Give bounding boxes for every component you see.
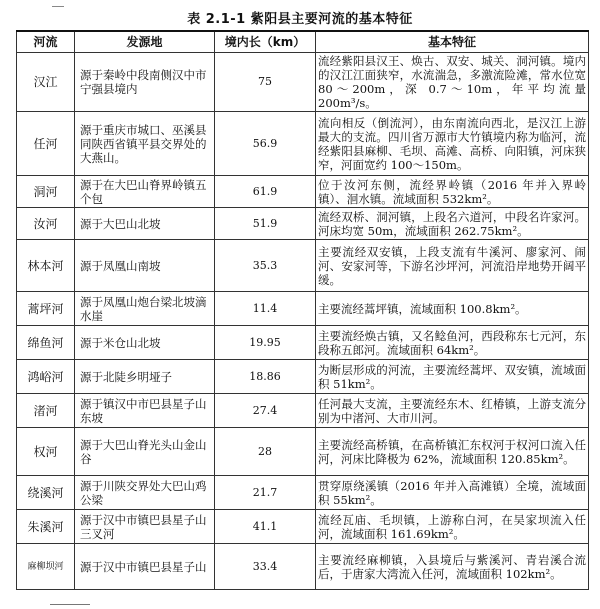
source-cell: 源于在大巴山脊界岭镇五个包 [75,176,215,208]
length-cell: 33.4 [215,544,316,590]
length-cell: 27.4 [215,394,316,428]
source-cell: 源于川陕交界处大巴山鸡公梁 [75,476,215,510]
table-row [17,394,589,428]
river-name-cell: 渚河 [17,394,75,428]
source-cell: 源于北陡乡明垭子 [75,360,215,394]
length-cell: 21.7 [215,476,316,510]
length-cell: 56.9 [215,112,316,176]
source-cell: 源于重庆市城口、巫溪县同陕西省镇平县交界处的大燕山。 [75,112,215,176]
length-cell: 19.95 [215,326,316,360]
feature-cell: 流经双桥、洞河镇，上段名六道河，中段名许家河。河床均宽 50m，流域面积 262.75km²。 [316,208,589,240]
source-cell: 源于汉中市镇巴县星子山三叉河 [75,510,215,544]
source-cell: 源于镇汉中市巴县星子山东坡 [75,394,215,428]
feature-cell: 为断层形成的河流，主要流经蒿坪、双安镇，流域面积 51km²。 [316,360,589,394]
river-name-cell: 蒿坪河 [17,292,75,326]
table-row [17,510,589,544]
table-row [17,240,589,292]
source-cell: 源于汉中市镇巴县星子山 [75,544,215,590]
top-edge-mark [52,0,64,7]
feature-cell: 流向相反（倒流河），由东南流向西北，是汉江上游最大的支流。四川省万源市大竹镇境内称为临河，流经紫阳县麻柳、毛坝、高滩、高桥、向阳镇，河床狭窄，河面宽约 100～150m。 [316,112,589,176]
table-header-row [17,31,589,53]
source-cell: 源于米仓山北坡 [75,326,215,360]
header-length: 境内长（km） [215,31,316,53]
river-name-cell: 任河 [17,112,75,176]
feature-cell: 主要流经高桥镇，在高桥镇汇东权河于权河口流入任河，河床比降极为 62%，流域面积 120.85km²。 [316,428,589,476]
header-source: 发源地 [75,31,215,53]
feature-cell: 流经紫阳县汉王、焕古、双安、城关、洞河镇。境内的汉江江面狭窄，水流湍急，多激流险滩，常水位宽 80～200m，深 0.7～10m，年平均流量 200m³/s。 [316,53,589,112]
river-name-cell: 汉江 [17,53,75,112]
length-cell: 41.1 [215,510,316,544]
feature-cell: 位于汝河东侧，流经界岭镇（2016 年并入界岭镇）、洄水镇。流域面积 532km²。 [316,176,589,208]
table-row [17,53,589,112]
length-cell: 28 [215,428,316,476]
table-row [17,112,589,176]
table-row [17,208,589,240]
length-cell: 35.3 [215,240,316,292]
river-name-cell: 朱溪河 [17,510,75,544]
river-name-cell: 权河 [17,428,75,476]
source-cell: 源于秦岭中段南侧汉中市宁强县境内 [75,53,215,112]
feature-cell: 流经瓦庙、毛坝镇，上游称白河，在吴家坝流入任河，流域面积 161.69km²。 [316,510,589,544]
table-row [17,360,589,394]
feature-cell: 任河最大支流，主要流经东木、红椿镇，上游支流分别为中渚河、大市川河。 [316,394,589,428]
river-name-cell: 绕溪河 [17,476,75,510]
river-name-cell: 绵鱼河 [17,326,75,360]
length-cell: 51.9 [215,208,316,240]
header-feature: 基本特征 [316,31,589,53]
table-row [17,292,589,326]
source-cell: 源于凤凰山炮台梁北坡滴水崖 [75,292,215,326]
table-row [17,544,589,590]
feature-cell: 主要流经蒿坪镇，流域面积 100.8km²。 [316,292,589,326]
table-row [17,176,589,208]
header-river: 河流 [17,31,75,53]
source-cell: 源于凤凰山南坡 [75,240,215,292]
river-table [16,30,589,590]
table-row [17,326,589,360]
table-caption: 表 2.1-1 紫阳县主要河流的基本特征 [187,12,413,27]
bottom-edge-mark [50,604,90,609]
source-cell: 源于大巴山脊光头山金山谷 [75,428,215,476]
length-cell: 61.9 [215,176,316,208]
length-cell: 11.4 [215,292,316,326]
feature-cell: 贯穿原绕溪镇（2016 年并入高滩镇）全境，流域面积 55km²。 [316,476,589,510]
table-row [17,476,589,510]
feature-cell: 主要流经麻柳镇，入县境后与紫溪河、青岩溪合流后，于唐家大湾流入任河，流域面积 102km²。 [316,544,589,590]
river-name-cell: 麻柳坝河 [17,544,75,590]
river-name-cell: 洞河 [17,176,75,208]
length-cell: 75 [215,53,316,112]
river-name-cell: 林本河 [17,240,75,292]
source-cell: 源于大巴山北坡 [75,208,215,240]
table-row [17,428,589,476]
river-name-cell: 汝河 [17,208,75,240]
length-cell: 18.86 [215,360,316,394]
feature-cell: 主要流经焕古镇，又名鲶鱼河，西段称东七元河，东段称五郎河。流域面积 64km²。 [316,326,589,360]
river-name-cell: 鸿峪河 [17,360,75,394]
feature-cell: 主要流经双安镇，上段支流有牛溪河、廖家河、闹河、安家河等，下游名沙坪河，河流沿岸地势开阔平缓。 [316,240,589,292]
